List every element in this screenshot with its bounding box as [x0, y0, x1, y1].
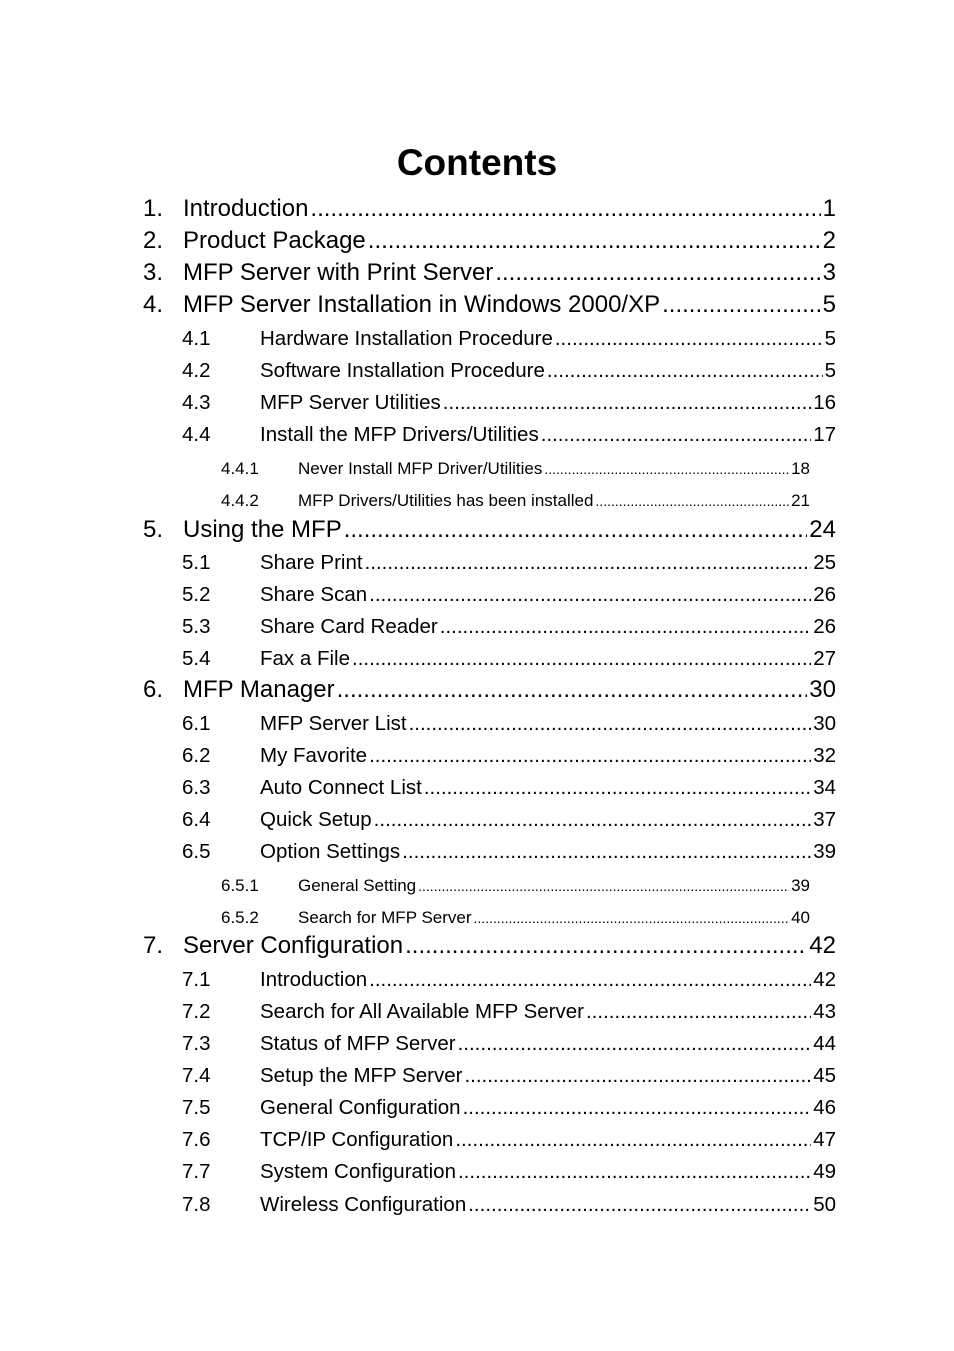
toc-entry-page-number: 39: [791, 876, 810, 895]
toc-entry[interactable]: [143, 514, 836, 546]
page-title: Contents: [396, 141, 558, 183]
toc-entry[interactable]: [182, 387, 836, 419]
toc-entry-number: 7.3: [182, 1032, 211, 1055]
toc-entry-page-number: 3: [822, 259, 836, 286]
toc-entry-number: 4.3: [182, 391, 211, 414]
dot-leader: [443, 387, 811, 419]
toc-entry[interactable]: [143, 674, 836, 706]
toc-entry-title: MFP Server List: [260, 712, 407, 735]
toc-entry-number: 6.5: [182, 840, 211, 863]
toc-entry-title: Search for All Available MFP Server: [260, 1000, 584, 1023]
dot-leader: [468, 1189, 811, 1221]
toc-entry-title: Introduction: [183, 195, 309, 222]
toc-entry-title: Share Card Reader: [260, 615, 438, 638]
toc-entry-title: Status of MFP Server: [260, 1032, 456, 1055]
toc-entry-number: 6.5.2: [221, 908, 259, 927]
dot-leader: [541, 419, 811, 451]
dot-leader: [458, 1028, 812, 1060]
toc-entry[interactable]: [143, 289, 836, 321]
toc-entry-page-number: 42: [813, 968, 836, 991]
dot-leader: [463, 1092, 812, 1124]
dot-leader: [368, 225, 821, 257]
toc-entry[interactable]: [182, 996, 836, 1028]
toc-entry-title: Search for MFP Server: [298, 908, 472, 927]
dot-leader: [374, 804, 812, 836]
toc-entry-number: 7.2: [182, 1000, 211, 1023]
toc-entry-number: 4.1: [182, 327, 211, 350]
toc-entry[interactable]: [182, 1124, 836, 1156]
dot-leader: [418, 870, 789, 902]
toc-entry-number: 5.: [143, 516, 164, 543]
dot-leader: [662, 289, 821, 321]
toc-entry-number: 4.4: [182, 423, 211, 446]
toc-entry-title: Hardware Installation Procedure: [260, 327, 553, 350]
toc-entry-title: Server Configuration: [183, 932, 404, 959]
toc-entry-page-number: 42: [809, 932, 836, 959]
toc-entry-page-number: 40: [791, 908, 810, 927]
dot-leader: [440, 611, 811, 643]
dot-leader: [369, 579, 811, 611]
dot-leader: [337, 674, 808, 706]
toc-entry-page-number: 24: [809, 516, 836, 543]
toc-entry-number: 6.5.1: [221, 876, 259, 895]
dot-leader: [402, 836, 811, 868]
toc-entry[interactable]: [182, 611, 836, 643]
toc-entry-title: Setup the MFP Server: [260, 1064, 463, 1087]
toc-entry[interactable]: [221, 485, 810, 517]
toc-entry-number: 4.4.2: [221, 491, 259, 510]
toc-entry-page-number: 2: [822, 227, 836, 254]
toc-entry[interactable]: [221, 870, 810, 902]
toc-entry-page-number: 18: [791, 459, 810, 478]
toc-entry-number: 5.3: [182, 615, 211, 638]
toc-entry-page-number: 32: [813, 744, 836, 767]
toc-entry-number: 7.6: [182, 1128, 211, 1151]
toc-entry-title: Quick Setup: [260, 808, 372, 831]
dot-leader: [344, 514, 808, 546]
toc-entry-title: Share Scan: [260, 583, 368, 606]
toc-entry[interactable]: [182, 772, 836, 804]
toc-entry-page-number: 21: [791, 491, 810, 510]
toc-entry-page-number: 17: [813, 423, 836, 446]
toc-entry[interactable]: [143, 930, 836, 962]
toc-entry-page-number: 46: [813, 1096, 836, 1119]
toc-entry[interactable]: [182, 740, 836, 772]
toc-entry-number: 6.2: [182, 744, 211, 767]
toc-entry-number: 4.4.1: [221, 459, 259, 478]
toc-entry-page-number: 16: [813, 391, 836, 414]
dot-leader: [409, 708, 812, 740]
toc-entry-title: Never Install MFP Driver/Utilities: [298, 459, 543, 478]
toc-entry-number: 5.4: [182, 647, 211, 670]
toc-entry-page-number: 5: [822, 291, 836, 318]
toc-entry-title: Using the MFP: [183, 516, 342, 543]
toc-entry[interactable]: [143, 193, 836, 225]
toc-entry-number: 7.: [143, 932, 164, 959]
toc-entry-number: 2.: [143, 227, 164, 254]
toc-entry-number: 3.: [143, 259, 164, 286]
toc-entry[interactable]: [182, 323, 836, 355]
toc-entry-page-number: 37: [813, 808, 836, 831]
toc-entry[interactable]: [143, 225, 836, 257]
toc-entry[interactable]: [182, 1060, 836, 1092]
toc-entry[interactable]: [182, 1189, 836, 1221]
toc-entry[interactable]: [182, 964, 836, 996]
toc-entry[interactable]: [182, 643, 836, 675]
dot-leader: [547, 355, 823, 387]
toc-entry[interactable]: [182, 708, 836, 740]
toc-entry[interactable]: [182, 1028, 836, 1060]
toc-entry[interactable]: [182, 1156, 836, 1188]
toc-entry[interactable]: [182, 579, 836, 611]
toc-entry-number: 6.3: [182, 776, 211, 799]
dot-leader: [464, 1060, 811, 1092]
toc-entry-page-number: 26: [813, 615, 836, 638]
toc-entry-title: MFP Server Utilities: [260, 391, 441, 414]
toc-entry-number: 6.: [143, 676, 164, 703]
toc-entry-title: TCP/IP Configuration: [260, 1128, 454, 1151]
toc-entry[interactable]: [182, 804, 836, 836]
toc-entry-number: 6.4: [182, 808, 211, 831]
toc-entry-page-number: 30: [813, 712, 836, 735]
toc-entry-page-number: 5: [824, 327, 836, 350]
toc-entry-title: MFP Server Installation in Windows 2000/XP: [183, 291, 661, 318]
dot-leader: [458, 1156, 811, 1188]
toc-entry-title: MFP Server with Print Server: [183, 259, 494, 286]
toc-entry-title: Share Print: [260, 551, 363, 574]
toc-entry-page-number: 34: [813, 776, 836, 799]
toc-entry[interactable]: [182, 419, 836, 451]
dot-leader: [369, 964, 811, 996]
toc-entry[interactable]: [182, 547, 836, 579]
toc-entry-title: Fax a File: [260, 647, 350, 670]
dot-leader: [424, 772, 811, 804]
toc-entry-page-number: 30: [809, 676, 836, 703]
toc-entry-number: 1.: [143, 195, 164, 222]
toc-entry[interactable]: [143, 257, 836, 289]
toc-entry-title: General Configuration: [260, 1096, 461, 1119]
toc-entry-number: 5.2: [182, 583, 211, 606]
toc-entry-number: 7.1: [182, 968, 211, 991]
toc-entry[interactable]: [182, 355, 836, 387]
toc-entry-title: Install the MFP Drivers/Utilities: [260, 423, 539, 446]
dot-leader: [365, 547, 812, 579]
toc-entry-number: 4.2: [182, 359, 211, 382]
dot-leader: [455, 1124, 811, 1156]
toc-entry-page-number: 5: [824, 359, 836, 382]
dot-leader: [555, 323, 823, 355]
dot-leader: [595, 485, 789, 517]
toc-entry[interactable]: [182, 1092, 836, 1124]
toc-entry-page-number: 44: [813, 1032, 836, 1055]
dot-leader: [586, 996, 811, 1028]
toc-entry[interactable]: [182, 836, 836, 868]
toc-entry-page-number: 45: [813, 1064, 836, 1087]
toc-entry-page-number: 26: [813, 583, 836, 606]
dot-leader: [544, 453, 789, 485]
toc-entry-page-number: 47: [813, 1128, 836, 1151]
toc-entry-title: My Favorite: [260, 744, 368, 767]
toc-entry-title: Product Package: [183, 227, 366, 254]
toc-entry-title: Auto Connect List: [260, 776, 422, 799]
toc-entry[interactable]: [221, 453, 810, 485]
toc-entry-number: 7.8: [182, 1193, 211, 1216]
toc-entry-page-number: 50: [813, 1193, 836, 1216]
toc-entry-title: General Setting: [298, 876, 417, 895]
dot-leader: [310, 193, 820, 225]
toc-entry-number: 5.1: [182, 551, 211, 574]
toc-entry-page-number: 25: [813, 551, 836, 574]
toc-entry-title: System Configuration: [260, 1160, 456, 1183]
dot-leader: [352, 643, 811, 675]
toc-entry-title: MFP Manager: [183, 676, 335, 703]
toc-entry-number: 7.4: [182, 1064, 211, 1087]
toc-entry-title: Software Installation Procedure: [260, 359, 545, 382]
toc-entry-number: 6.1: [182, 712, 211, 735]
toc-entry-page-number: 39: [813, 840, 836, 863]
toc-entry-number: 4.: [143, 291, 164, 318]
dot-leader: [405, 930, 807, 962]
dot-leader: [369, 740, 811, 772]
toc-entry-title: Wireless Configuration: [260, 1193, 467, 1216]
toc-entry-title: Introduction: [260, 968, 368, 991]
toc-entry-page-number: 27: [813, 647, 836, 670]
toc-entry-page-number: 1: [822, 195, 836, 222]
toc-entry-number: 7.7: [182, 1160, 211, 1183]
toc-entry-title: MFP Drivers/Utilities has been installed: [298, 491, 594, 510]
toc-entry-page-number: 49: [813, 1160, 836, 1183]
toc-entry-number: 7.5: [182, 1096, 211, 1119]
toc-entry-title: Option Settings: [260, 840, 401, 863]
toc-entry-page-number: 43: [813, 1000, 836, 1023]
dot-leader: [495, 257, 820, 289]
